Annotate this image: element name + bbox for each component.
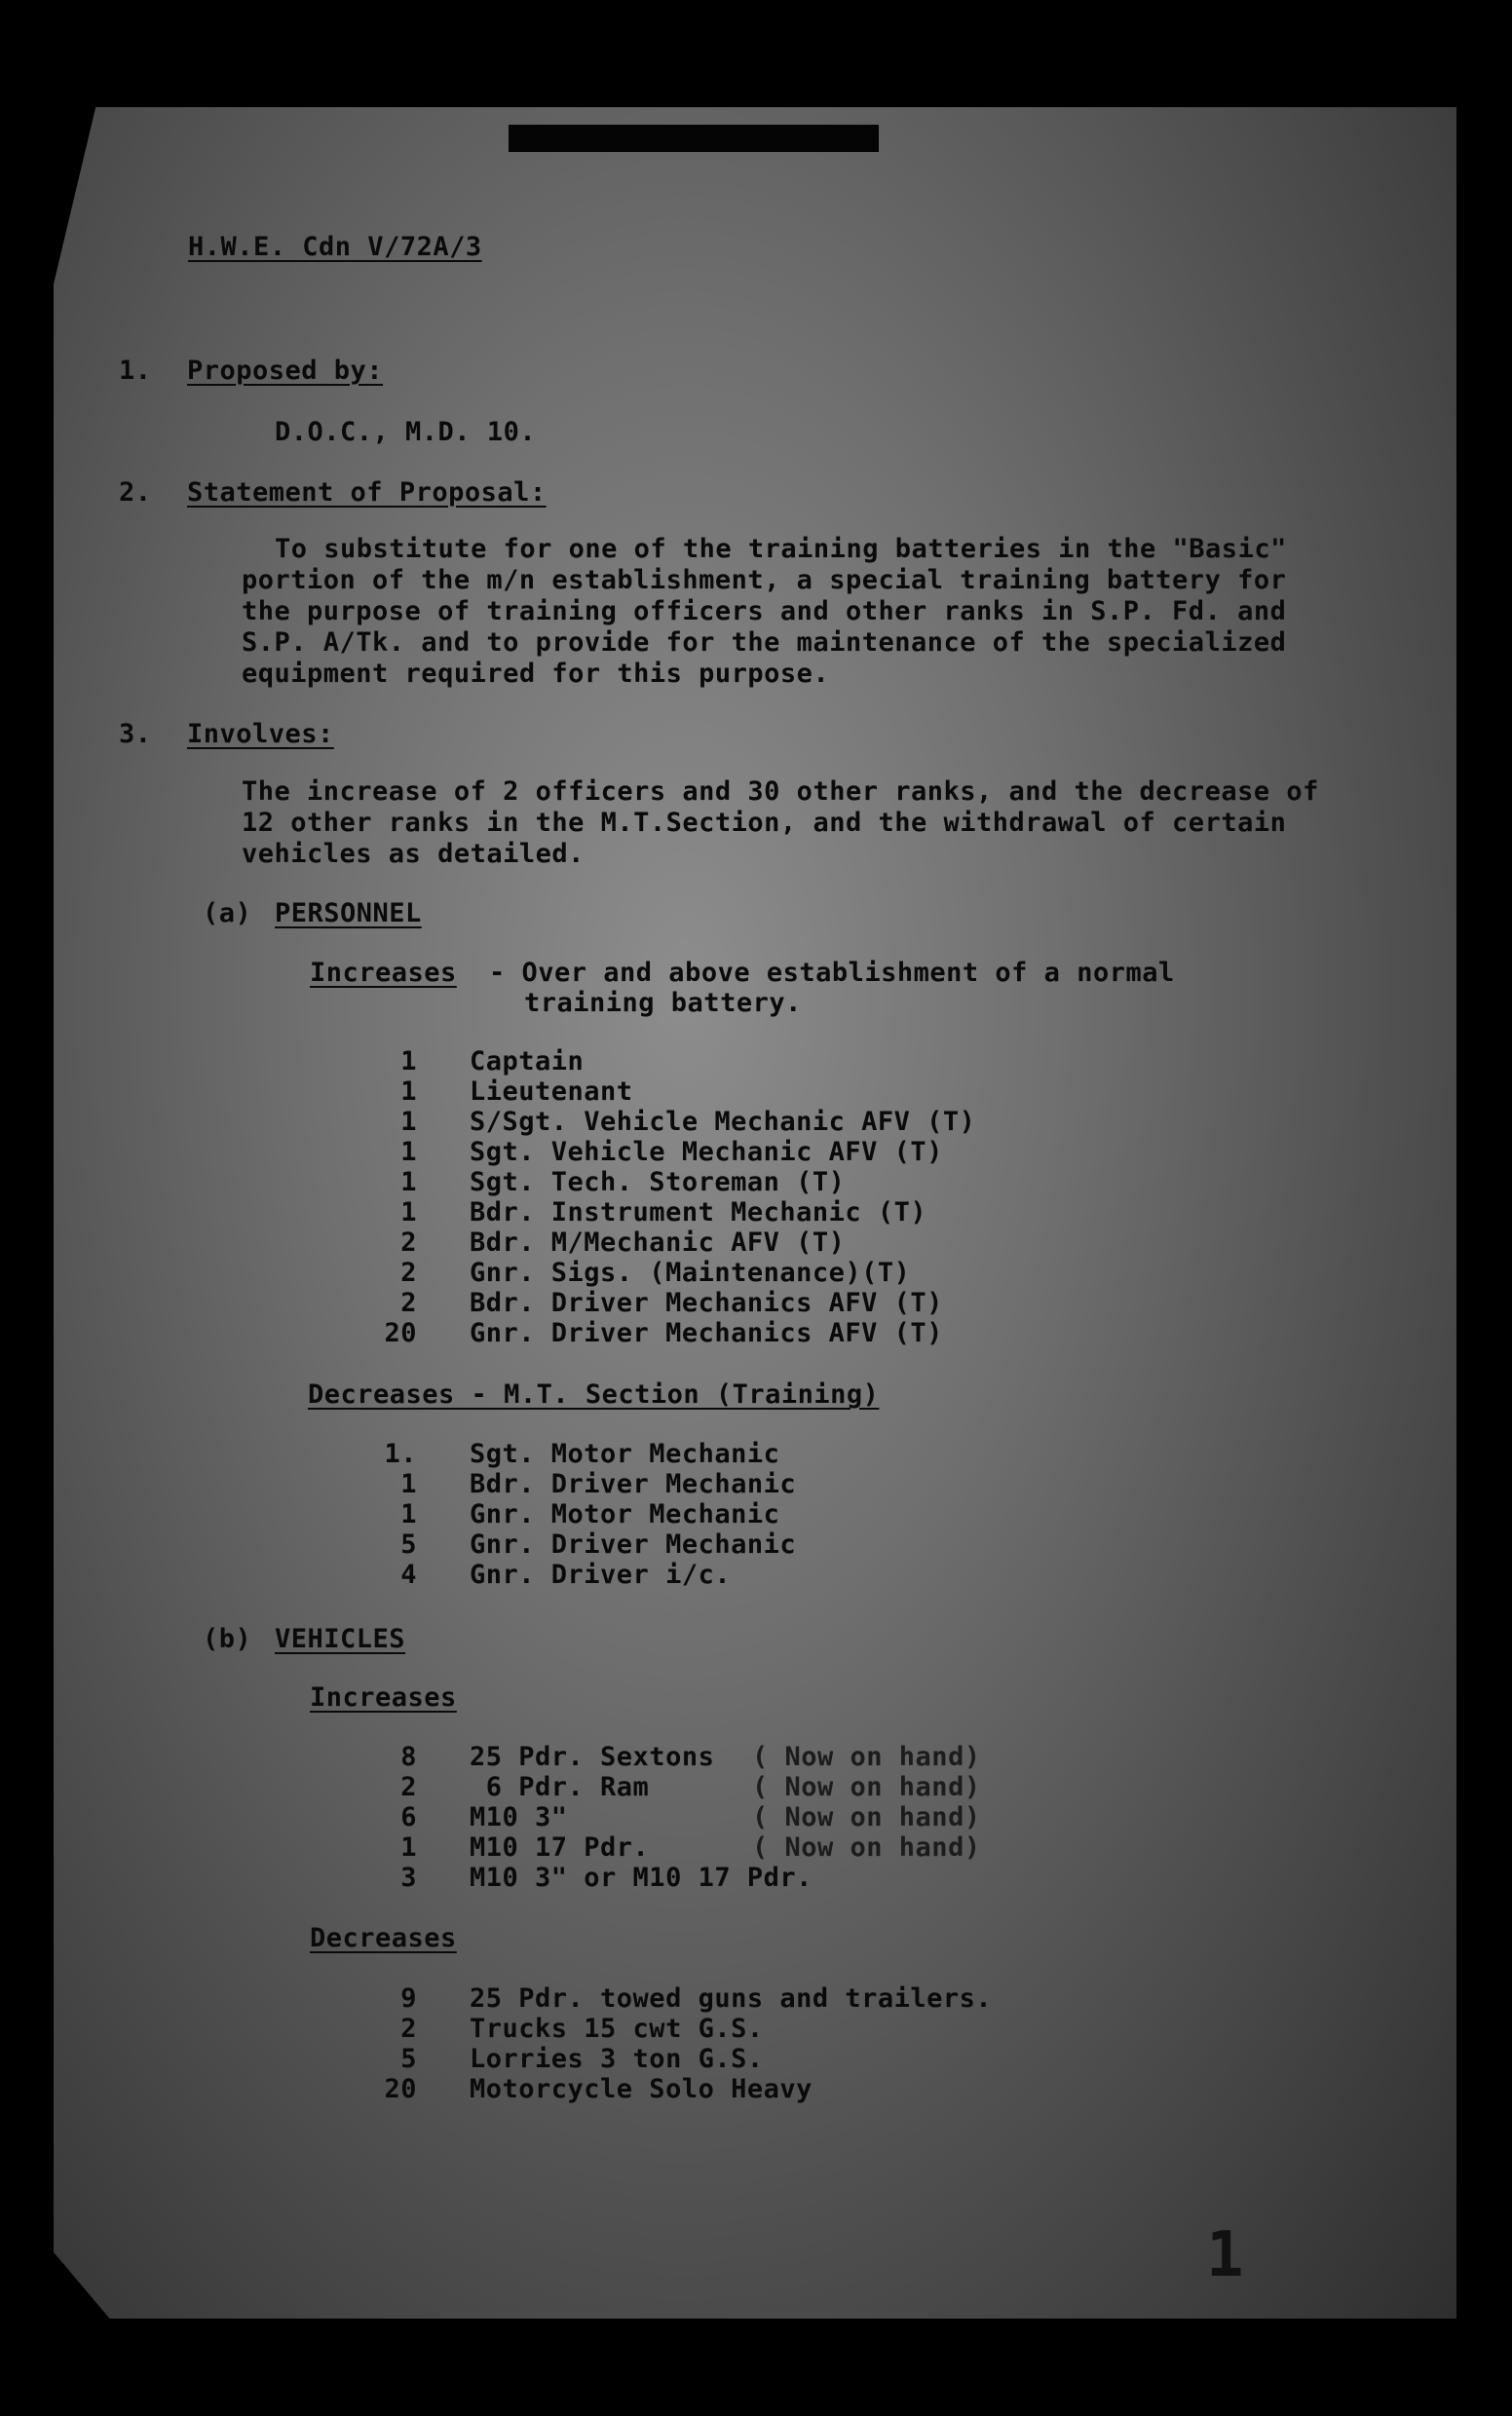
personnel-increase-item: Lieutenant bbox=[470, 1076, 633, 1107]
section-3-heading: Involves: bbox=[187, 719, 334, 749]
personnel-increase-item: Gnr. Driver Mechanics AFV (T) bbox=[470, 1318, 943, 1348]
personnel-decrease-qty: 1. bbox=[384, 1439, 417, 1469]
vehicle-increase-qty: 1 bbox=[400, 1832, 417, 1863]
section-2-heading: Statement of Proposal: bbox=[187, 477, 547, 508]
section-3-number: 3. bbox=[119, 719, 152, 749]
vehicle-increase-item: 6 Pdr. Ram bbox=[470, 1772, 650, 1802]
personnel-increase-item: Sgt. Tech. Storeman (T) bbox=[470, 1167, 846, 1197]
personnel-increases-heading: Increases bbox=[310, 958, 457, 988]
vehicles-increases-heading: Increases bbox=[310, 1682, 457, 1713]
personnel-increase-item: Captain bbox=[470, 1046, 585, 1076]
section-1-number: 1. bbox=[119, 356, 152, 386]
personnel-increase-qty: 1 bbox=[400, 1167, 417, 1197]
proposal-line: the purpose of training officers and other ranks in S.P. Fd. and bbox=[242, 596, 1287, 626]
vehicle-increase-item: M10 3" or M10 17 Pdr. bbox=[470, 1863, 813, 1893]
personnel-increase-item: Bdr. Driver Mechanics AFV (T) bbox=[470, 1288, 943, 1318]
personnel-increase-qty: 1 bbox=[400, 1197, 417, 1227]
vehicle-increase-note: ( Now on hand) bbox=[752, 1772, 981, 1802]
personnel-increase-qty: 1 bbox=[400, 1076, 417, 1107]
personnel-increase-qty: 1 bbox=[400, 1046, 417, 1076]
involves-line: vehicles as detailed. bbox=[242, 839, 585, 869]
personnel-increase-qty: 2 bbox=[400, 1288, 417, 1318]
personnel-decrease-qty: 1 bbox=[400, 1469, 417, 1499]
personnel-decreases-heading: Decreases - M.T. Section (Training) bbox=[308, 1379, 880, 1410]
vehicle-increase-note: ( Now on hand) bbox=[752, 1832, 981, 1863]
vehicle-increase-item: 25 Pdr. Sextons bbox=[470, 1742, 715, 1772]
personnel-increase-item: S/Sgt. Vehicle Mechanic AFV (T) bbox=[470, 1107, 976, 1137]
personnel-increase-item: Bdr. M/Mechanic AFV (T) bbox=[470, 1227, 846, 1258]
personnel-increase-item: Gnr. Sigs. (Maintenance)(T) bbox=[470, 1258, 911, 1288]
proposal-line: equipment required for this purpose. bbox=[242, 659, 830, 689]
vehicle-decrease-item: Lorries 3 ton G.S. bbox=[470, 2044, 764, 2074]
personnel-increase-qty: 20 bbox=[384, 1318, 417, 1348]
vehicle-increase-item: M10 3" bbox=[470, 1802, 568, 1832]
involves-line: 12 other ranks in the M.T.Section, and the withdrawal of certain bbox=[242, 808, 1287, 838]
personnel-decrease-item: Sgt. Motor Mechanic bbox=[470, 1439, 780, 1469]
reference-number: H.W.E. Cdn V/72A/3 bbox=[188, 232, 482, 262]
vehicle-decrease-qty: 2 bbox=[400, 2014, 417, 2044]
vehicle-increase-qty: 3 bbox=[400, 1863, 417, 1893]
vehicle-increase-note: ( Now on hand) bbox=[752, 1742, 981, 1772]
personnel-increase-qty: 1 bbox=[400, 1107, 417, 1137]
proposal-line: To substitute for one of the training batteries in the "Basic" bbox=[275, 534, 1287, 564]
section-1-body: D.O.C., M.D. 10. bbox=[275, 417, 537, 447]
proposal-line: S.P. A/Tk. and to provide for the maintenance of the specialized bbox=[242, 627, 1287, 658]
personnel-decrease-qty: 4 bbox=[400, 1560, 417, 1590]
section-2-number: 2. bbox=[119, 477, 152, 508]
personnel-decrease-item: Bdr. Driver Mechanic bbox=[470, 1469, 797, 1499]
vehicles-label: (b) bbox=[203, 1624, 252, 1654]
vehicles-heading: VEHICLES bbox=[275, 1624, 406, 1654]
personnel-increase-qty: 2 bbox=[400, 1227, 417, 1258]
personnel-decrease-qty: 1 bbox=[400, 1499, 417, 1529]
vehicle-decrease-item: 25 Pdr. towed guns and trailers. bbox=[470, 1983, 993, 2014]
vehicle-decrease-qty: 5 bbox=[400, 2044, 417, 2074]
vehicle-decrease-qty: 20 bbox=[384, 2074, 417, 2104]
vehicle-increase-item: M10 17 Pdr. bbox=[470, 1832, 650, 1863]
personnel-increases-note: - Over and above establishment of a normal bbox=[489, 958, 1175, 988]
vehicles-decreases-heading: Decreases bbox=[310, 1923, 457, 1953]
vehicle-increase-qty: 6 bbox=[400, 1802, 417, 1832]
vehicle-decrease-item: Motorcycle Solo Heavy bbox=[470, 2074, 813, 2104]
personnel-increase-item: Sgt. Vehicle Mechanic AFV (T) bbox=[470, 1137, 943, 1167]
personnel-decrease-qty: 5 bbox=[400, 1529, 417, 1560]
page-number: 1 bbox=[1206, 2219, 1245, 2291]
personnel-decrease-item: Gnr. Driver i/c. bbox=[470, 1560, 732, 1590]
personnel-heading: PERSONNEL bbox=[275, 898, 422, 928]
vehicle-increase-note: ( Now on hand) bbox=[752, 1802, 981, 1832]
personnel-increase-qty: 1 bbox=[400, 1137, 417, 1167]
personnel-decrease-item: Gnr. Driver Mechanic bbox=[470, 1529, 797, 1560]
redacted-banner bbox=[509, 125, 879, 152]
personnel-decrease-item: Gnr. Motor Mechanic bbox=[470, 1499, 780, 1529]
vehicle-decrease-qty: 9 bbox=[400, 1983, 417, 2014]
personnel-increases-note: training battery. bbox=[524, 988, 802, 1018]
vehicle-decrease-item: Trucks 15 cwt G.S. bbox=[470, 2014, 764, 2044]
personnel-increase-item: Bdr. Instrument Mechanic (T) bbox=[470, 1197, 927, 1227]
section-1-heading: Proposed by: bbox=[187, 356, 384, 386]
proposal-line: portion of the m/n establishment, a special training battery for bbox=[242, 565, 1287, 595]
personnel-label: (a) bbox=[203, 898, 252, 928]
involves-line: The increase of 2 officers and 30 other ranks, and the decrease of bbox=[242, 776, 1319, 807]
vehicle-increase-qty: 8 bbox=[400, 1742, 417, 1772]
vehicle-increase-qty: 2 bbox=[400, 1772, 417, 1802]
personnel-increase-qty: 2 bbox=[400, 1258, 417, 1288]
